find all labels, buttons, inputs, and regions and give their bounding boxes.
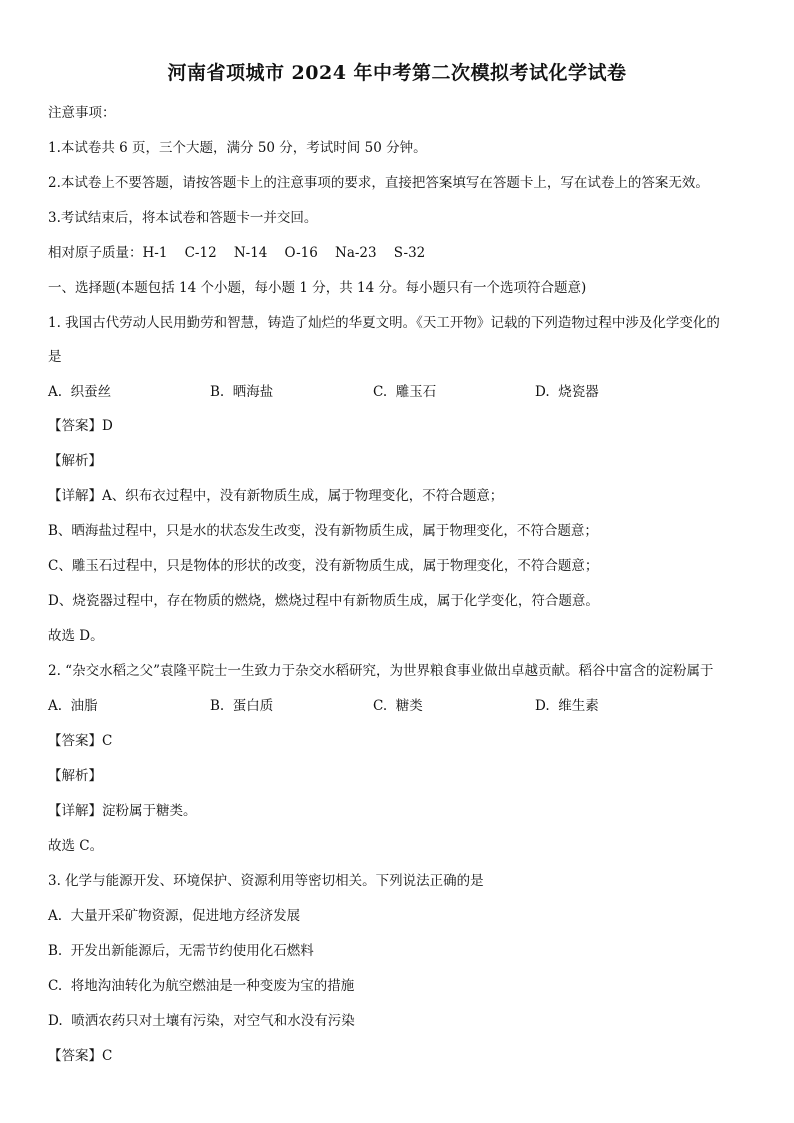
question-1-option-c: C. 雕玉石 [373, 384, 437, 400]
atomic-mass-line: 相对原子质量：H-1 C-12 N-14 O-16 Na-23 S-32 [48, 245, 426, 261]
question-1-option-b: B. 晒海盐 [210, 384, 274, 400]
question-1-detail-d: D、烧瓷器过程中，存在物质的燃烧，燃烧过程中有新物质生成，属于化学变化，符合题意。 [48, 593, 599, 609]
question-1-stem-cont: 是 [48, 349, 62, 365]
question-1-analysis: 【解析】 [48, 453, 102, 469]
question-1-option-a: A. 织蚕丝 [48, 384, 112, 400]
question-2-answer: 【答案】C [48, 733, 113, 749]
question-3-option-d: D. 喷洒农药只对土壤有污染，对空气和水没有污染 [48, 1013, 355, 1029]
notice-item-3: 3.考试结束后，将本试卷和答题卡一并交回。 [48, 210, 318, 226]
page-title: 河南省项城市 2024 年中考第二次模拟考试化学试卷 [167, 62, 627, 84]
question-1-answer: 【答案】D [48, 418, 113, 434]
question-2-option-b: B. 蛋白质 [210, 698, 274, 714]
question-2-option-c: C. 糖类 [373, 698, 423, 714]
question-1-conclusion: 故选 D。 [48, 628, 104, 644]
question-3-option-a: A. 大量开采矿物资源，促进地方经济发展 [48, 908, 301, 924]
question-2-option-d: D. 维生素 [535, 698, 599, 714]
question-3-option-b: B. 开发出新能源后，无需节约使用化石燃料 [48, 943, 314, 959]
question-1-detail-c: C、雕玉石过程中，只是物体的形状的改变，没有新物质生成，属于物理变化，不符合题意； [48, 558, 599, 574]
notice-heading: 注意事项： [48, 105, 116, 121]
question-2-analysis: 【解析】 [48, 768, 102, 784]
question-2-conclusion: 故选 C。 [48, 838, 104, 854]
question-3-option-c: C. 将地沟油转化为航空燃油是一种变废为宝的措施 [48, 978, 355, 994]
question-2-stem: 2. “杂交水稻之父”袁隆平院士一生致力于杂交水稻研究，为世界粮食事业做出卓越贡献。稻谷中富含的淀粉属于 [48, 663, 714, 679]
notice-item-1: 1.本试卷共 6 页，三个大题，满分 50 分，考试时间 50 分钟。 [48, 140, 427, 156]
question-1-detail-a: 【详解】A、织布衣过程中，没有新物质生成，属于物理变化，不符合题意； [48, 488, 504, 504]
question-1-detail-b: B、晒海盐过程中，只是水的状态发生改变，没有新物质生成，属于物理变化，不符合题意； [48, 523, 598, 539]
question-3-stem: 3. 化学与能源开发、环境保护、资源利用等密切相关。下列说法正确的是 [48, 873, 484, 889]
question-1-option-d: D. 烧瓷器 [535, 384, 599, 400]
question-2-option-a: A. 油脂 [48, 698, 98, 714]
question-2-detail: 【详解】淀粉属于糖类。 [48, 803, 197, 819]
question-3-answer: 【答案】C [48, 1048, 113, 1064]
question-1-stem: 1. 我国古代劳动人民用勤劳和智慧，铸造了灿烂的华夏文明。《天工开物》记载的下列造物过程中涉及化学变化的 [48, 315, 720, 331]
section-heading: 一、选择题(本题包括 14 个小题，每小题 1 分，共 14 分。每小题只有一个选项符合题意) [48, 280, 587, 296]
notice-item-2: 2.本试卷上不要答题，请按答题卡上的注意事项的要求，直接把答案填写在答题卡上，写在试卷上的答案无效。 [48, 175, 709, 191]
